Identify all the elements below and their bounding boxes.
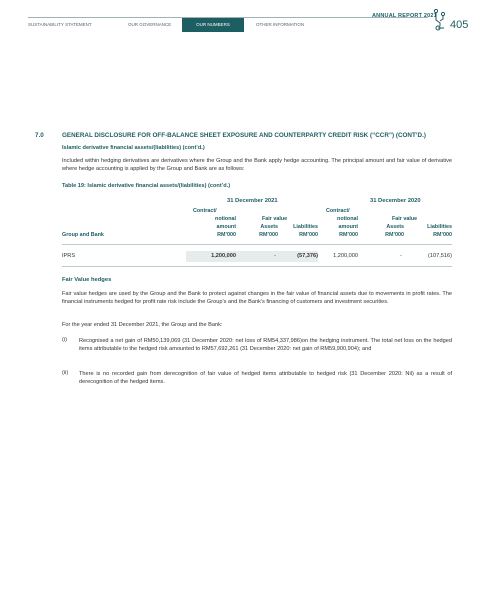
section-tabs	[28, 18, 348, 32]
list-item: Recognised a net gain of RM50,139,069 (31 December 2020: net loss of RM54,337,986)on the hedging instrument. The total net loss on the hedged items attributable to the hedged risk amounted to RM57,692,261 (31 December 2020: net gain of RM59,900,904); and	[79, 338, 452, 353]
section-title: GENERAL DISCLOSURE FOR OFF-BALANCE SHEET EXPOSURE AND COUNTERPARTY CREDIT RISK (“CCR”) (CONT’D.)	[62, 132, 426, 139]
tab-sustainability-statement[interactable]: SUSTAINABILITY STATEMENT	[28, 22, 92, 27]
header-liabilities-2020: Liabilities	[427, 224, 452, 230]
table-bottom-rule	[62, 266, 452, 267]
header-fair-value-2021: Fair value	[262, 216, 288, 222]
fair-value-hedges-title: Fair Value hedges	[62, 277, 112, 283]
list-item: There is no recorded gain from derecognition of fair value of hedged items attributable to hedged risk (31 December 2020: Nil) as a result of derecognition of the hedged items.	[79, 371, 452, 386]
header-unit-2021-assets: RM’000	[259, 232, 278, 238]
cell-2020-assets: -	[400, 253, 402, 259]
header-contract-2021: Contract/	[193, 208, 217, 214]
header-assets-2021: Assets	[260, 224, 278, 230]
table-header-rule	[62, 244, 452, 245]
row-label-iprs: IPRS	[62, 253, 76, 259]
header-contract-2020: Contract/	[326, 208, 350, 214]
header-unit-2020-liabilities: RM’000	[433, 232, 452, 238]
intro-paragraph: Included within hedging derivatives are derivatives where the Group and the Bank apply hedge accounting. The principal amount and fair value of derivative where hedge accounting is applied by the Group and Bank are as follows:	[62, 158, 452, 173]
header-unit-2020-notional: RM’000	[339, 232, 358, 238]
circuit-logo-icon	[432, 8, 448, 32]
section-subtitle: Islamic derivative financial assets/(liabilities) (cont’d.)	[62, 145, 205, 151]
column-group-2020: 31 December 2020	[370, 198, 421, 204]
cell-2020-notional: 1,200,000	[333, 253, 358, 259]
header-unit-2020-assets: RM’000	[385, 232, 404, 238]
list-item-number: (i)	[62, 337, 67, 343]
section-number: 7.0	[35, 132, 44, 139]
header-notional-2020: notional	[337, 216, 358, 222]
page-number: 405	[450, 19, 469, 31]
year-ended-paragraph: For the year ended 31 December 2021, the Group and the Bank:	[62, 322, 223, 328]
header-liabilities-2021: Liabilities	[293, 224, 318, 230]
cell-2021-assets: -	[274, 253, 276, 259]
cell-2021-liabilities: (57,376)	[297, 253, 318, 259]
tab-our-numbers[interactable]: OUR NUMBERS	[182, 18, 244, 32]
fair-value-paragraph: Fair value hedges are used by the Group and the Bank to protect against changes in the fair value of financial assets due to movements in profit rates. The financial instruments hedged for profit rate risk include the Group’s and the Bank’s financing of customers and investment securities.	[62, 291, 452, 306]
tab-our-governance[interactable]: OUR GOVERNANCE	[128, 22, 172, 27]
header-fair-value-2020: Fair value	[392, 216, 418, 222]
cell-2021-notional: 1,200,000	[211, 253, 236, 259]
header-notional-2021: notional	[215, 216, 236, 222]
row-header-group-and-bank: Group and Bank	[62, 232, 104, 238]
header-amount-2020: amount	[338, 224, 358, 230]
header-unit-2021-notional: RM’000	[217, 232, 236, 238]
header-unit-2021-liabilities: RM’000	[299, 232, 318, 238]
table-title: Table 19: Islamic derivative financial assets/(liabilities) (cont’d.)	[62, 183, 231, 189]
cell-2020-liabilities: (107,516)	[428, 253, 452, 259]
tab-other-information[interactable]: OTHER INFORMATION	[256, 22, 305, 27]
list-item-number: (ii)	[62, 370, 69, 376]
column-group-2021: 31 December 2021	[227, 198, 278, 204]
report-title: ANNUAL REPORT 2021	[372, 13, 437, 19]
header-assets-2020: Assets	[386, 224, 404, 230]
header-amount-2021: amount	[216, 224, 236, 230]
